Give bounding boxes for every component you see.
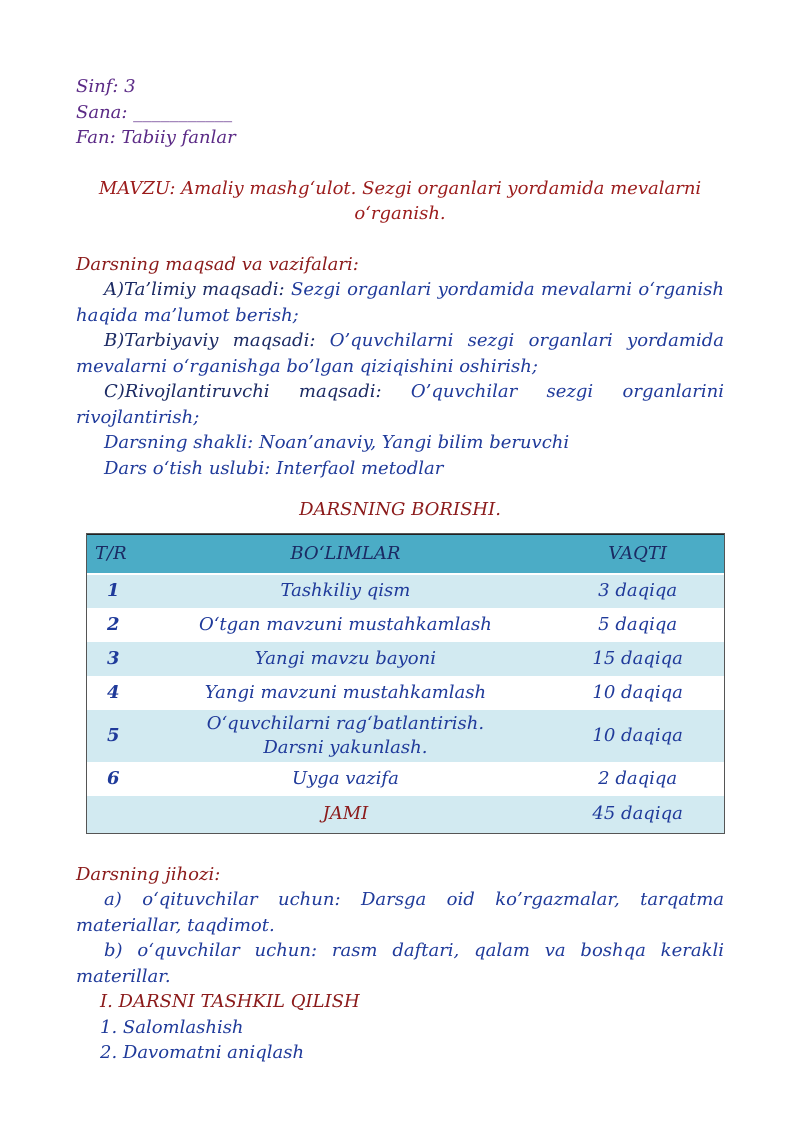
row-section: Yangi mavzu bayoni (140, 642, 552, 676)
list-item: 1. Salomlashish (100, 1016, 244, 1038)
table-row (87, 608, 724, 642)
goal-b-label: B)Tarbiyaviy maqsadi: (104, 330, 316, 351)
row-time: 5 daqiqa (551, 608, 724, 642)
lesson-method: Dars o‘tish uslubi: Interfaol metodlar (104, 457, 444, 479)
subject-line: Fan: Tabiiy fanlar (76, 127, 236, 148)
row-section: Uyga vazifa (140, 762, 552, 796)
total-time: 45 daqiqa (551, 796, 724, 833)
topic-line-1: MAVZU: Amaliy mashg‘ulot. Sezgi organlari yordamida mevalarni (98, 177, 702, 199)
grade-line: Sinf: 3 (76, 76, 136, 97)
goal-b (76, 328, 724, 379)
goal-c (76, 379, 724, 430)
row-number: 4 (87, 676, 140, 710)
row-section: Tashkiliy qism (140, 574, 552, 608)
lesson-form: Darsning shakli: Noan’anaviy, Yangi bilim beruvchi (104, 432, 570, 453)
goal-b-text: O’quvchilarni sezgi organlari yordamida mevalarni o‘rganishga bo’lgan qiziqishini oshirish; (76, 330, 724, 377)
goal-a-label: A)Ta’limiy maqsadi: (104, 279, 285, 300)
row-number: 6 (87, 762, 140, 796)
row-section-line-2: Darsni yakunlash. (263, 736, 428, 758)
table-header-row (87, 534, 724, 574)
table-row (87, 642, 724, 676)
goal-c-text: O’quvchilar sezgi organlarini rivojlantirish; (76, 381, 724, 428)
total-label: JAMI (140, 796, 552, 833)
schedule-table (87, 534, 724, 833)
list-item: 2. Davomatni aniqlash (100, 1042, 305, 1063)
header-sections: BO‘LIMLAR (140, 534, 552, 574)
row-time: 10 daqiqa (551, 676, 724, 710)
equipment-a-line-2: materiallar, taqdimot. (76, 914, 275, 936)
row-section (140, 710, 552, 762)
row-section: O‘tgan mavzuni mustahkamlash (140, 608, 552, 642)
section-title: I. DARSNI TASHKIL QILISH (100, 991, 360, 1012)
header-time: VAQTI (551, 534, 724, 574)
goal-a-text: Sezgi organlari yordamida mevalarni o‘rganish haqida ma’lumot berish; (76, 279, 724, 326)
topic-line-2: o‘rganish. (354, 203, 446, 224)
row-section-line-1: O‘quvchilarni rag‘batlantirish. (206, 712, 485, 734)
row-time: 15 daqiqa (551, 642, 724, 676)
document-page (76, 74, 724, 1066)
row-number: 2 (87, 608, 140, 642)
goal-c-label: C)Rivojlantiruvchi maqsadi: (104, 381, 382, 402)
date-line: Sana: ___________ (76, 101, 233, 123)
row-number: 1 (87, 574, 140, 608)
equipment-b-line-1: b) o‘quvchilar uchun: rasm daftari, qalam va boshqa kerakli (104, 940, 724, 961)
row-time: 3 daqiqa (551, 574, 724, 608)
table-row (87, 676, 724, 710)
row-number: 3 (87, 642, 140, 676)
goals-heading: Darsning maqsad va vazifalari: (76, 253, 359, 275)
equipment-a-line-1: a) o‘qituvchilar uchun: Darsga oid ko’rgazmalar, tarqatma (104, 889, 724, 910)
table-row (87, 762, 724, 796)
header-tr: T/R (87, 534, 140, 574)
table-total-row (87, 796, 724, 833)
schedule-table-frame (86, 533, 725, 834)
equipment-heading: Darsning jihozi: (76, 863, 221, 885)
progress-title: DARSNING BORISHI. (299, 499, 501, 520)
row-section: Yangi mavzuni mustahkamlash (140, 676, 552, 710)
row-time: 2 daqiqa (551, 762, 724, 796)
equipment-b-line-2: materillar. (76, 965, 171, 987)
table-row (87, 710, 724, 762)
table-row (87, 574, 724, 608)
goal-a (76, 277, 724, 328)
row-number: 5 (87, 710, 140, 762)
row-time: 10 daqiqa (551, 710, 724, 762)
